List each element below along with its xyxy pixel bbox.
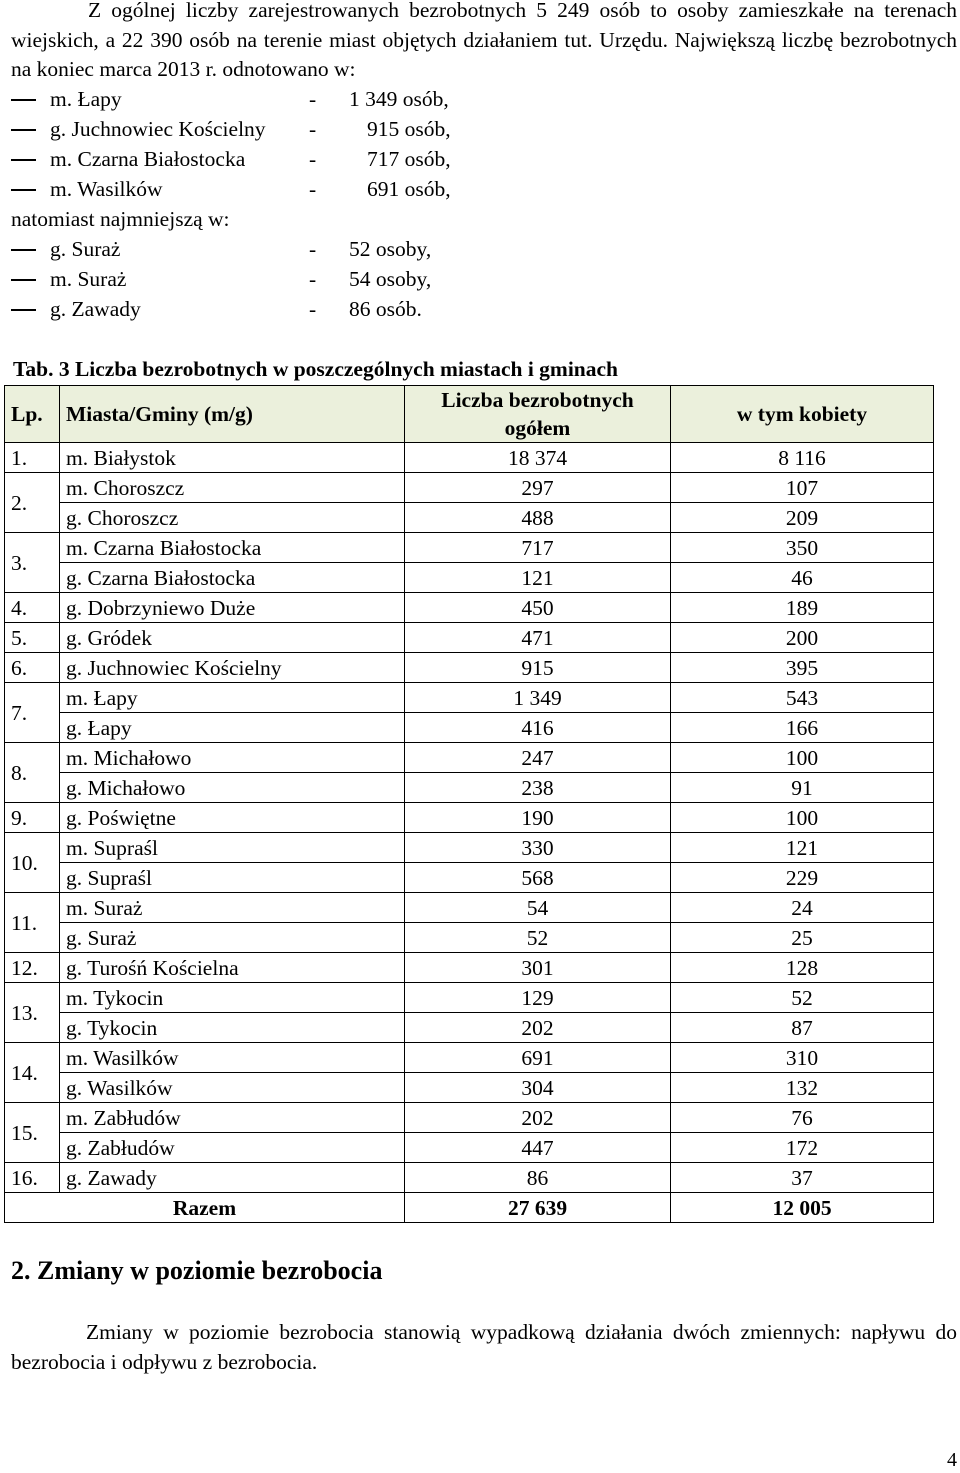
dash-bullet-icon [11, 249, 36, 251]
cell-name: g. Zabłudów [60, 1133, 405, 1163]
cell-women: 229 [671, 863, 934, 893]
header-name: Miasta/Gminy (m/g) [60, 386, 405, 443]
table-total-row [5, 1193, 934, 1223]
cell-lp: 9. [5, 803, 60, 833]
table-row [5, 1163, 934, 1193]
cell-total: 121 [405, 563, 671, 593]
list-item-separator: - [309, 297, 317, 321]
cell-total: 86 [405, 1163, 671, 1193]
total-women: 12 005 [671, 1193, 934, 1223]
table-row [5, 773, 934, 803]
dash-bullet-icon [11, 99, 36, 101]
cell-lp: 10. [5, 833, 60, 893]
table-row [5, 1133, 934, 1163]
table-row [5, 683, 934, 713]
header-lp: Lp. [5, 386, 60, 443]
cell-name: g. Michałowo [60, 773, 405, 803]
cell-name: m. Choroszcz [60, 473, 405, 503]
table-row [5, 653, 934, 683]
cell-lp: 5. [5, 623, 60, 653]
cell-total: 471 [405, 623, 671, 653]
table-row [5, 593, 934, 623]
list-item-name: g. Zawady [50, 297, 141, 321]
table-row [5, 1043, 934, 1073]
smallest-intro-text: natomiast najmniejszą w: [11, 207, 230, 231]
dash-bullet-icon [11, 159, 36, 161]
total-count: 27 639 [405, 1193, 671, 1223]
cell-lp: 12. [5, 953, 60, 983]
cell-women: 189 [671, 593, 934, 623]
cell-women: 121 [671, 833, 934, 863]
cell-total: 52 [405, 923, 671, 953]
cell-women: 91 [671, 773, 934, 803]
table-row [5, 743, 934, 773]
table-row [5, 1013, 934, 1043]
cell-women: 100 [671, 803, 934, 833]
table-row [5, 893, 934, 923]
cell-total: 238 [405, 773, 671, 803]
table-row [5, 923, 934, 953]
list-item-separator: - [309, 87, 317, 111]
dash-bullet-icon [11, 279, 36, 281]
cell-total: 202 [405, 1013, 671, 1043]
cell-lp: 6. [5, 653, 60, 683]
cell-lp: 3. [5, 533, 60, 593]
cell-name: g. Wasilków [60, 1073, 405, 1103]
list-item-separator: - [309, 117, 317, 141]
list-item-separator: - [309, 237, 317, 261]
list-item-separator: - [309, 147, 317, 171]
intro-paragraph: Z ogólnej liczby zarejestrowanych bezrobotnych 5 249 osób to osoby zamieszkałe na terenach wiejskich, a 22 390 osób na terenie miast objętych działaniem tut. Urzędu. Największą liczbę bezrobotnych na koniec marca 2013 r. odnotowano w: [11, 0, 957, 82]
list-item-value: 915 osób, [367, 117, 451, 141]
cell-women: 52 [671, 983, 934, 1013]
cell-women: 543 [671, 683, 934, 713]
list-item-name: m. Czarna Białostocka [50, 147, 246, 171]
cell-women: 76 [671, 1103, 934, 1133]
cell-name: g. Juchnowiec Kościelny [60, 653, 405, 683]
list-item-value: 52 osoby, [349, 237, 432, 261]
cell-name: m. Michałowo [60, 743, 405, 773]
table-row [5, 503, 934, 533]
section-heading: 2. Zmiany w poziomie bezrobocia [11, 1256, 383, 1285]
table-row [5, 473, 934, 503]
cell-name: g. Łapy [60, 713, 405, 743]
cell-total: 297 [405, 473, 671, 503]
cell-total: 247 [405, 743, 671, 773]
cell-women: 8 116 [671, 443, 934, 473]
unemployment-table [4, 385, 934, 1223]
cell-name: m. Białystok [60, 443, 405, 473]
cell-name: m. Wasilków [60, 1043, 405, 1073]
list-item-value: 717 osób, [367, 147, 451, 171]
cell-lp: 11. [5, 893, 60, 953]
table-row [5, 803, 934, 833]
cell-total: 915 [405, 653, 671, 683]
list-item-name: g. Suraż [50, 237, 121, 261]
cell-total: 447 [405, 1133, 671, 1163]
total-label: Razem [5, 1193, 405, 1223]
cell-total: 488 [405, 503, 671, 533]
page-number: 4 [947, 1449, 957, 1471]
list-item-value: 1 349 osób, [349, 87, 449, 111]
cell-lp: 4. [5, 593, 60, 623]
list-item-value: 54 osoby, [349, 267, 432, 291]
cell-total: 18 374 [405, 443, 671, 473]
cell-total: 1 349 [405, 683, 671, 713]
cell-name: m. Łapy [60, 683, 405, 713]
cell-name: m. Zabłudów [60, 1103, 405, 1133]
cell-women: 209 [671, 503, 934, 533]
cell-women: 350 [671, 533, 934, 563]
cell-name: g. Dobrzyniewo Duże [60, 593, 405, 623]
list-item-separator: - [309, 267, 317, 291]
cell-women: 128 [671, 953, 934, 983]
cell-total: 691 [405, 1043, 671, 1073]
cell-total: 450 [405, 593, 671, 623]
table-row [5, 863, 934, 893]
cell-lp: 8. [5, 743, 60, 803]
table-header-row [5, 386, 934, 443]
list-item-separator: - [309, 177, 317, 201]
header-women: w tym kobiety [671, 386, 934, 443]
cell-name: g. Czarna Białostocka [60, 563, 405, 593]
cell-lp: 13. [5, 983, 60, 1043]
cell-women: 107 [671, 473, 934, 503]
cell-lp: 14. [5, 1043, 60, 1103]
table-row [5, 953, 934, 983]
table-row [5, 713, 934, 743]
list-item-name: m. Łapy [50, 87, 122, 111]
cell-women: 25 [671, 923, 934, 953]
header-total-line1: Liczba bezrobotnych [441, 388, 634, 412]
cell-total: 330 [405, 833, 671, 863]
cell-total: 301 [405, 953, 671, 983]
cell-total: 129 [405, 983, 671, 1013]
cell-total: 568 [405, 863, 671, 893]
cell-total: 304 [405, 1073, 671, 1103]
cell-lp: 1. [5, 443, 60, 473]
list-item-name: m. Suraż [50, 267, 127, 291]
cell-total: 416 [405, 713, 671, 743]
list-item-name: m. Wasilków [50, 177, 163, 201]
cell-name: m. Suraż [60, 893, 405, 923]
cell-lp: 15. [5, 1103, 60, 1163]
dash-bullet-icon [11, 309, 36, 311]
cell-name: g. Gródek [60, 623, 405, 653]
cell-name: g. Turośń Kościelna [60, 953, 405, 983]
table-row [5, 983, 934, 1013]
cell-total: 54 [405, 893, 671, 923]
cell-women: 100 [671, 743, 934, 773]
header-total-line2: ogółem [504, 416, 571, 440]
cell-name: g. Poświętne [60, 803, 405, 833]
cell-women: 37 [671, 1163, 934, 1193]
cell-name: g. Supraśl [60, 863, 405, 893]
cell-women: 166 [671, 713, 934, 743]
list-item-value: 691 osób, [367, 177, 451, 201]
dash-bullet-icon [11, 129, 36, 131]
cell-lp: 2. [5, 473, 60, 533]
table-row [5, 563, 934, 593]
cell-women: 46 [671, 563, 934, 593]
cell-total: 717 [405, 533, 671, 563]
cell-name: m. Czarna Białostocka [60, 533, 405, 563]
cell-name: g. Zawady [60, 1163, 405, 1193]
cell-lp: 16. [5, 1163, 60, 1193]
cell-women: 87 [671, 1013, 934, 1043]
table-row [5, 1073, 934, 1103]
list-item-name: g. Juchnowiec Kościelny [50, 117, 266, 141]
table-row [5, 623, 934, 653]
list-item-value: 86 osób. [349, 297, 422, 321]
cell-total: 202 [405, 1103, 671, 1133]
cell-women: 132 [671, 1073, 934, 1103]
cell-name: g. Choroszcz [60, 503, 405, 533]
table-row [5, 533, 934, 563]
table-body [5, 443, 934, 1193]
cell-name: m. Tykocin [60, 983, 405, 1013]
cell-name: m. Supraśl [60, 833, 405, 863]
table-row [5, 833, 934, 863]
cell-total: 190 [405, 803, 671, 833]
cell-women: 310 [671, 1043, 934, 1073]
table-row [5, 1103, 934, 1133]
dash-bullet-icon [11, 189, 36, 191]
cell-women: 395 [671, 653, 934, 683]
cell-lp: 7. [5, 683, 60, 743]
cell-women: 200 [671, 623, 934, 653]
cell-name: g. Tykocin [60, 1013, 405, 1043]
outro-paragraph: Zmiany w poziomie bezrobocia stanowią wypadkową działania dwóch zmiennych: napływu do bezrobocia i odpływu z bezrobocia. [11, 1320, 957, 1374]
cell-women: 172 [671, 1133, 934, 1163]
table-caption: Tab. 3 Liczba bezrobotnych w poszczególnych miastach i gminach [13, 357, 619, 381]
cell-women: 24 [671, 893, 934, 923]
table-row [5, 443, 934, 473]
header-total [405, 386, 671, 443]
cell-name: g. Suraż [60, 923, 405, 953]
